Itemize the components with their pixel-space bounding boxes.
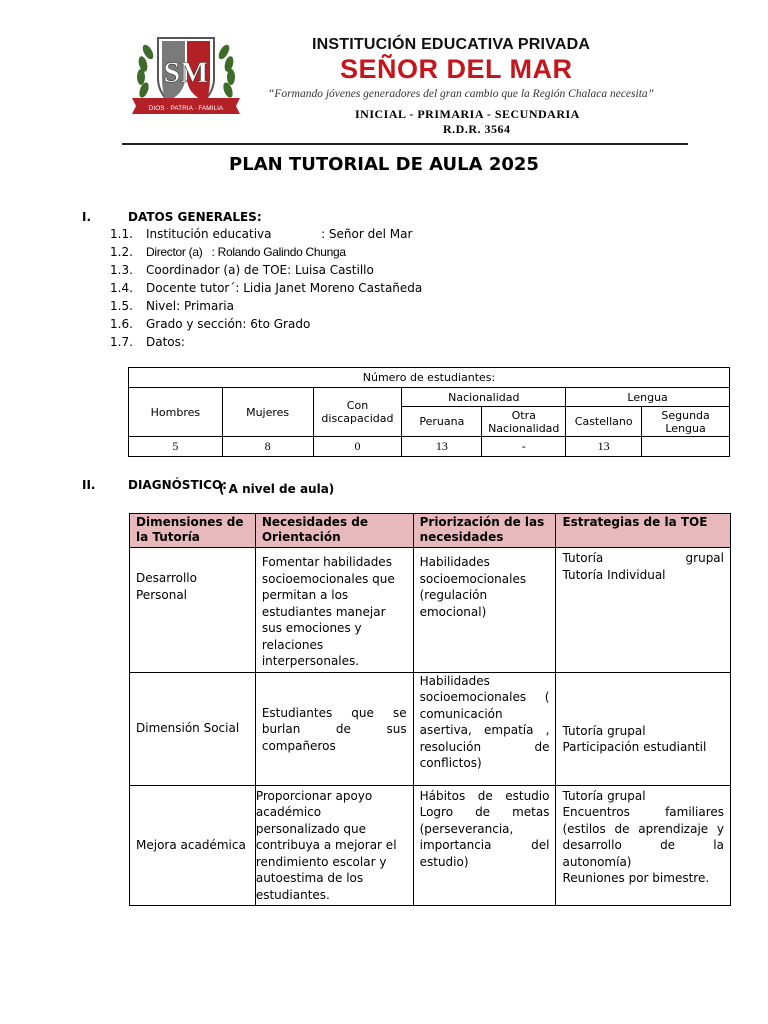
item-text: Coordinador (a) de TOE: Luisa Castillo xyxy=(146,263,374,277)
section-1-label: DATOS GENERALES: xyxy=(128,210,262,224)
item-number: 1.4. xyxy=(110,281,133,295)
header-peruana: Peruana xyxy=(402,407,482,437)
table-row xyxy=(130,672,731,785)
header-hombres: Hombres xyxy=(129,388,223,437)
header-estrategias: Estrategias de la TOE xyxy=(556,514,731,548)
institution-levels: INICIAL - PRIMARIA - SECUNDARIA xyxy=(355,107,580,121)
item-text: Director (a) : Rolando Galindo Chunga xyxy=(146,245,346,259)
header-divider xyxy=(122,143,688,145)
strategy-item: Tutoría Individual xyxy=(562,567,666,582)
item-number: 1.2. xyxy=(110,245,133,259)
cell-needs: Estudiantes que se burlan de sus compañeros xyxy=(255,672,413,785)
cell-needs: Fomentar habilidades socioemocionales que permitan a los estudiantes manejar sus emociones y relaciones interpersonales. xyxy=(255,548,413,673)
students-count-table xyxy=(128,367,730,457)
institution-motto: “Formando jóvenes generadores del gran cambio que la Región Chalaca necesita” xyxy=(268,88,655,100)
diagnosis-table xyxy=(129,513,731,906)
item-number: 1.6. xyxy=(110,317,133,331)
header-segunda-lengua: Segunda Lengua xyxy=(642,407,730,437)
item-number: 1.7. xyxy=(110,335,133,349)
strategy-item: Encuentros familiares (estilos de aprendizaje y desarrollo de la autonomía) xyxy=(562,805,724,869)
section-2-number: II. xyxy=(82,478,96,492)
table-row xyxy=(130,785,731,906)
item-number: 1.3. xyxy=(110,263,133,277)
cell-priority: Hábitos de estudio Logro de metas (perseverancia, importancia del estudio) xyxy=(413,785,556,906)
value-discapacidad: 0 xyxy=(313,437,402,457)
school-header xyxy=(120,26,690,146)
value-peruana: 13 xyxy=(402,437,482,457)
item-number: 1.1. xyxy=(110,227,133,241)
institution-rdr: R.D.R. 3564 xyxy=(443,122,511,136)
cell-strategies xyxy=(556,548,731,673)
header-dimensiones: Dimensiones de la Tutoría xyxy=(130,514,256,548)
value-hombres: 5 xyxy=(129,437,223,457)
students-table-caption: Número de estudiantes: xyxy=(129,368,730,388)
school-crest-logo xyxy=(126,32,246,120)
strategy-item: Reuniones por bimestre. xyxy=(562,871,710,885)
item-text: Nivel: Primaria xyxy=(146,299,234,313)
page-title: PLAN TUTORIAL DE AULA 2025 xyxy=(229,154,539,175)
item-text: Datos: xyxy=(146,335,185,349)
crest-ribbon-text: DIOS · PATRIA · FAMILIA xyxy=(148,105,224,112)
cell-priority: Habilidades socioemocionales (regulación emocional) xyxy=(413,548,556,673)
institution-name: SEÑOR DEL MAR xyxy=(340,54,573,84)
header-necesidades: Necesidades de Orientación xyxy=(255,514,413,548)
cell-dimension: Desarrollo Personal xyxy=(130,548,256,673)
header-priorizacion: Priorización de las necesidades xyxy=(413,514,556,548)
item-text: Docente tutor´: Lidia Janet Moreno Castañeda xyxy=(146,281,423,295)
cell-priority: Habilidades socioemocionales ( comunicación asertiva, empatía , resolución de conflictos) xyxy=(413,672,556,785)
cell-strategies xyxy=(556,672,731,785)
cell-needs: Proporcionar apoyo académico personalizado que contribuya a mejorar el rendimiento escolar y autoestima de los estudiantes. xyxy=(255,785,413,906)
value-segunda-lengua xyxy=(642,437,730,457)
header-mujeres: Mujeres xyxy=(222,388,313,437)
strategy-item: Participación estudiantil xyxy=(562,740,707,754)
item-text: Grado y sección: 6to Grado xyxy=(146,317,311,331)
strategy-item: Tutoría grupal xyxy=(562,723,646,738)
cell-dimension: Mejora académica xyxy=(130,785,256,906)
header-otra-nacionalidad: Otra Nacionalidad xyxy=(482,407,566,437)
strategy-item: Tutoría grupal xyxy=(562,551,724,565)
item-number: 1.5. xyxy=(110,299,133,313)
table-row xyxy=(130,548,731,673)
value-mujeres: 8 xyxy=(222,437,313,457)
header-discapacidad: Con discapacidad xyxy=(313,388,402,437)
section-1-number: I. xyxy=(82,210,92,224)
crest-letters: SM xyxy=(163,56,209,89)
item-text: Institución educativa : Señor del Mar xyxy=(146,227,413,241)
strategy-item: Tutoría grupal xyxy=(562,788,646,803)
cell-dimension: Dimensión Social xyxy=(130,672,256,785)
value-otra-nacionalidad: - xyxy=(482,437,566,457)
header-castellano: Castellano xyxy=(566,407,642,437)
value-castellano: 13 xyxy=(566,437,642,457)
header-nacionalidad: Nacionalidad xyxy=(402,388,566,407)
cell-strategies xyxy=(556,785,731,906)
section-2-sublabel: ( A nivel de aula) xyxy=(219,482,335,496)
header-lengua: Lengua xyxy=(566,388,730,407)
institution-type: INSTITUCIÓN EDUCATIVA PRIVADA xyxy=(312,36,591,53)
section-2-label: DIAGNÓSTICO: xyxy=(128,478,227,492)
